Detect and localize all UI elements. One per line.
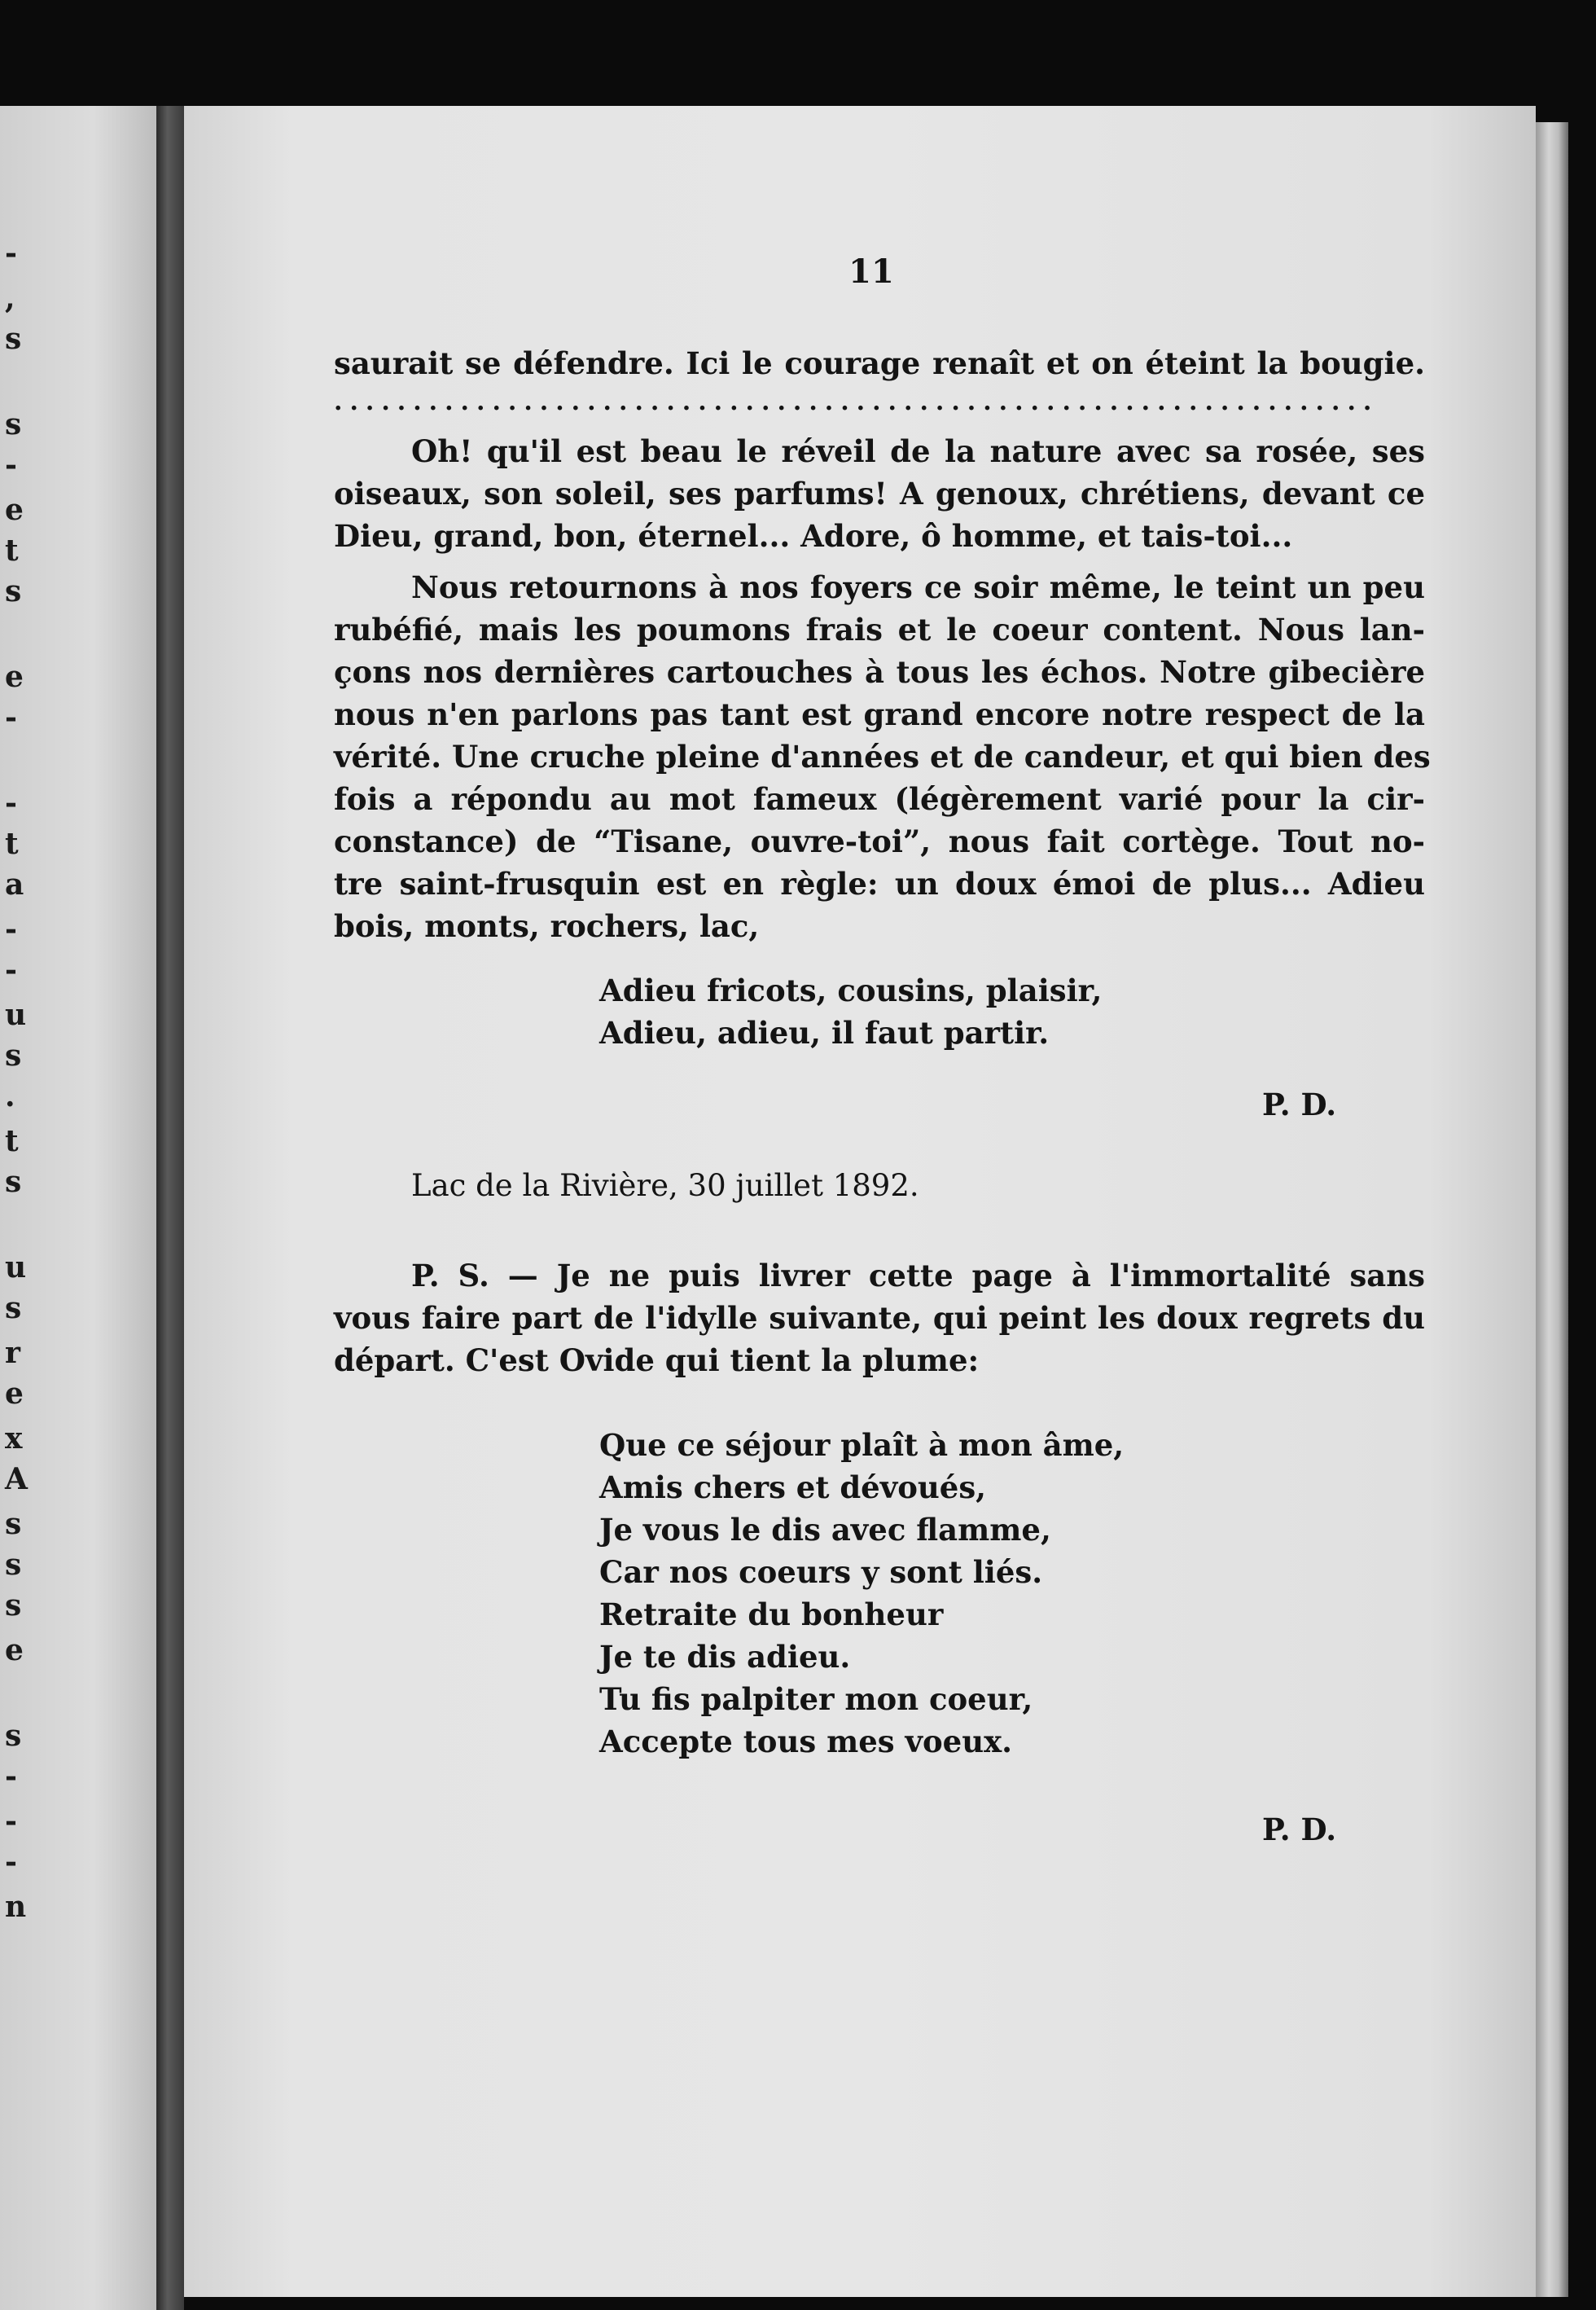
verse-line: Je vous le dis avec flamme, bbox=[599, 1512, 1051, 1548]
body-line: oiseaux, son soleil, ses parfums! A genoux, chrétiens, devant ce bbox=[334, 476, 1425, 512]
left-page-letter: n bbox=[5, 1890, 27, 1924]
left-page-letter: . bbox=[5, 1079, 15, 1113]
left-page-letter: - bbox=[5, 1804, 17, 1838]
left-page-letter: - bbox=[5, 1759, 17, 1794]
dateline: Lac de la Rivière, 30 juillet 1892. bbox=[411, 1168, 919, 1203]
left-page-letter: s bbox=[5, 1719, 22, 1753]
left-page-letter: s bbox=[5, 1291, 22, 1325]
body-line: tre saint-frusquin est en règle: un doux émoi de plus... Adieu bbox=[334, 866, 1425, 902]
left-page-text-fragments bbox=[5, 106, 29, 2310]
ellipsis-separator: .................................................................. bbox=[334, 388, 1379, 416]
left-page-letter: a bbox=[5, 867, 24, 902]
book-gutter bbox=[156, 106, 184, 2310]
body-line: P. S. — Je ne puis livrer cette page à l'immortalité sans bbox=[411, 1258, 1425, 1293]
left-page-letter: s bbox=[5, 1588, 22, 1623]
left-page-letter: s bbox=[5, 1548, 22, 1582]
left-page-letter: - bbox=[5, 700, 17, 735]
body-line: rubéfié, mais les poumons frais et le coeur content. Nous lan- bbox=[334, 612, 1425, 648]
verse-line: Je te dis adieu. bbox=[599, 1639, 851, 1675]
left-page-letter: - bbox=[5, 448, 17, 482]
left-page-letter: e bbox=[5, 493, 24, 527]
verse-line: Amis chers et dévoués, bbox=[599, 1469, 987, 1505]
body-line: saurait se défendre. Ici le courage renaît et on éteint la bougie. bbox=[334, 345, 1425, 381]
body-line: Nous retournons à nos foyers ce soir même, le teint un peu bbox=[411, 569, 1425, 605]
left-page-letter: t bbox=[5, 827, 19, 861]
left-page-letter: - bbox=[5, 953, 17, 987]
left-page-letter: s bbox=[5, 1507, 22, 1541]
body-line: Oh! qu'il est beau le réveil de la nature avec sa rosée, ses bbox=[411, 433, 1425, 469]
left-page-letter: t bbox=[5, 534, 19, 568]
verse-line: Adieu, adieu, il faut partir. bbox=[599, 1015, 1050, 1051]
body-line: vous faire part de l'idylle suivante, qui peint les doux regrets du bbox=[334, 1300, 1425, 1336]
page-edge bbox=[1536, 122, 1568, 2297]
body-line: bois, monts, rochers, lac, bbox=[334, 908, 760, 944]
left-page-letter: s bbox=[5, 322, 22, 356]
left-page-letter: e bbox=[5, 1377, 24, 1411]
left-page-letter: x bbox=[5, 1421, 23, 1456]
left-page-letter: e bbox=[5, 660, 24, 694]
verse-line: Accepte tous mes voeux. bbox=[599, 1724, 1013, 1759]
left-facing-page bbox=[0, 106, 156, 2310]
left-page-letter: u bbox=[5, 998, 27, 1032]
page-number: 11 bbox=[848, 253, 894, 291]
body-line: Dieu, grand, bon, éternel... Adore, ô homme, et tais-toi... bbox=[334, 518, 1293, 554]
left-page-letter: s bbox=[5, 1039, 22, 1073]
body-line: vérité. Une cruche pleine d'années et de candeur, et qui bien des bbox=[334, 739, 1431, 775]
left-page-letter: - bbox=[5, 1845, 17, 1879]
verse-line: Retraite du bonheur bbox=[599, 1596, 944, 1632]
left-page-letter: , bbox=[5, 281, 15, 315]
body-line: nous n'en parlons pas tant est grand encore notre respect de la bbox=[334, 696, 1425, 732]
verse-line: Tu fis palpiter mon coeur, bbox=[599, 1681, 1033, 1717]
verse-line: Que ce séjour plaît à mon âme, bbox=[599, 1427, 1125, 1463]
left-page-letter: - bbox=[5, 236, 17, 270]
body-line: départ. C'est Ovide qui tient la plume: bbox=[334, 1342, 980, 1378]
left-page-letter: - bbox=[5, 786, 17, 820]
body-line: constance) de “Tisane, ouvre-toi”, nous fait cortège. Tout no- bbox=[334, 823, 1425, 859]
left-page-letter: u bbox=[5, 1250, 27, 1285]
signature: P. D. bbox=[1262, 1087, 1337, 1122]
left-page-letter: s bbox=[5, 574, 22, 608]
left-page-letter: A bbox=[5, 1462, 28, 1496]
body-line: çons nos dernières cartouches à tous les échos. Notre gibecière bbox=[334, 654, 1425, 690]
verse-line: Adieu fricots, cousins, plaisir, bbox=[599, 973, 1103, 1008]
left-page-letter: s bbox=[5, 1165, 22, 1199]
left-page-letter: e bbox=[5, 1633, 24, 1667]
signature: P. D. bbox=[1262, 1812, 1337, 1847]
left-page-letter: - bbox=[5, 912, 17, 946]
left-page-letter: s bbox=[5, 407, 22, 441]
left-page-letter: t bbox=[5, 1124, 19, 1158]
left-page-letter: r bbox=[5, 1336, 20, 1370]
verse-line: Car nos coeurs y sont liés. bbox=[599, 1554, 1043, 1590]
body-line: fois a répondu au mot fameux (légèrement varié pour la cir- bbox=[334, 781, 1425, 817]
